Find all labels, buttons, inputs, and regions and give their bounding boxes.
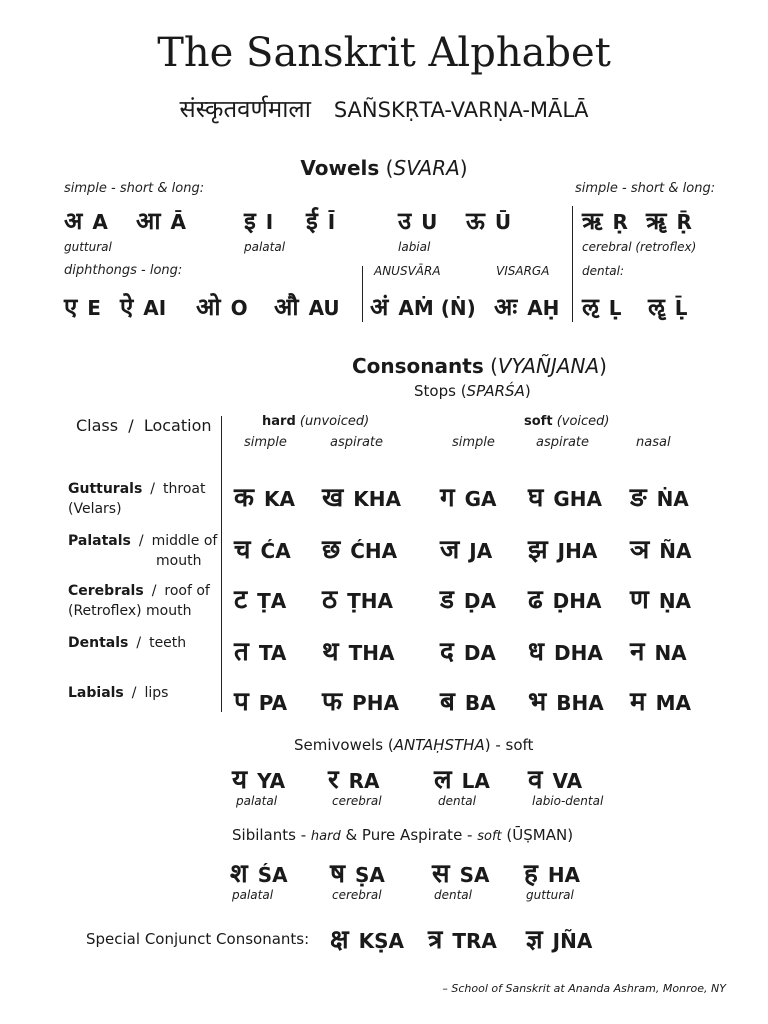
sibilant-1-devanagari: श (230, 859, 248, 889)
consonant-dha (528, 580, 601, 616)
consonant-ka-roman: KA (263, 487, 295, 511)
conjunct-3-devanagari: ज्ञ (526, 925, 543, 955)
consonant-ma (630, 682, 691, 718)
stops-heading: Stops (SPARŚA) (414, 382, 531, 400)
consonant-na-devanagari: ङ (630, 483, 647, 513)
consonant-da (440, 632, 496, 668)
sibilant-note-1: palatal (232, 888, 274, 902)
sibilant-2 (330, 854, 385, 890)
semivowel-ya-devanagari: य (232, 765, 248, 795)
location-name: throat (163, 481, 206, 497)
vowel-rr: ॠ Ṝ (646, 207, 692, 235)
sibilant-2-devanagari: ष (330, 859, 346, 889)
row-label-dentals (68, 633, 186, 653)
consonant-cha (322, 530, 397, 566)
hard-header: hard (unvoiced) (262, 414, 370, 429)
consonant-na-devanagari: न (630, 637, 645, 667)
class-location-slash: / (138, 533, 144, 549)
consonant-bha-roman: BHA (556, 691, 604, 715)
location-name: teeth (149, 635, 187, 651)
consonants-heading: Consonants (VYAÑJANA) (352, 354, 607, 378)
consonant-da-devanagari: द (440, 637, 454, 667)
location-name: middle of (151, 533, 218, 549)
consonant-tha-roman: THA (348, 641, 395, 665)
class-location-slash: / (151, 583, 157, 599)
vowels-heading-term: SVARA (393, 156, 460, 180)
class-name: Labials (68, 685, 124, 701)
semivowel-va-devanagari: व (528, 765, 543, 795)
consonant-pha-devanagari: फ (322, 687, 343, 717)
vowel-r: ऋ Ṛ (582, 207, 628, 235)
class-subname: (Velars) (68, 501, 122, 517)
semivowels-heading: Semivowels (ANTAḤSTHA) - soft (294, 736, 534, 754)
consonant-ja-roman: JA (469, 539, 493, 563)
consonants-heading-term: VYAÑJANA (497, 354, 600, 378)
row-label-labials (68, 683, 168, 703)
col-simple-hard: simple (244, 435, 287, 450)
vowel-divider-right (572, 206, 573, 322)
vowels-heading-text: Vowels (300, 156, 380, 180)
vowels-heading: Vowels (SVARA) (300, 156, 468, 180)
consonant-gha-roman: GHA (553, 487, 603, 511)
consonant-na (630, 530, 692, 566)
sibilant-3-roman: SA (459, 863, 490, 887)
consonant-jha (528, 530, 597, 566)
consonant-dha-roman: ḌHA (552, 589, 602, 613)
sibilant-1-roman: ŚA (257, 863, 288, 887)
semivowel-va (528, 760, 582, 796)
semivowel-la-roman: LA (461, 769, 490, 793)
special-conjunct-label: Special Conjunct Consonants: (86, 930, 310, 948)
consonant-kha-roman: KHA (353, 487, 401, 511)
consonant-na-roman: NA (654, 641, 687, 665)
sibilant-3-devanagari: स (432, 859, 450, 889)
vowel-ll: ॡ Ḹ (648, 293, 688, 321)
consonant-ga (440, 478, 497, 514)
consonants-heading-text: Consonants (352, 354, 484, 378)
consonant-pha (322, 682, 399, 718)
location-name: roof of (164, 583, 210, 599)
table-divider (221, 416, 222, 712)
sibilant-4-roman: HA (547, 863, 581, 887)
consonant-ca (234, 530, 291, 566)
conjunct-3-roman: JÑA (552, 929, 593, 953)
vowel-uu: ऊ Ū (466, 207, 512, 235)
diphthongs-label: diphthongs - long: (64, 263, 183, 278)
vowel-au: औ AU (274, 293, 340, 321)
semivowel-ya (232, 760, 285, 796)
conjunct-1-devanagari: क्ष (330, 925, 349, 955)
location-subname: mouth (146, 603, 192, 619)
consonant-pa-roman: PA (258, 691, 288, 715)
consonant-pa-devanagari: प (234, 687, 249, 717)
consonant-ta-roman: TA (258, 641, 287, 665)
semivowel-la (434, 760, 490, 796)
location-subname: mouth (156, 553, 202, 569)
row-label-gutturals (68, 479, 205, 519)
vowels-simple-label-right: simple - short & long: (575, 181, 716, 196)
location-name: lips (144, 685, 169, 701)
consonant-pha-roman: PHA (352, 691, 399, 715)
page-subtitle (0, 92, 768, 125)
sibilant-3 (432, 854, 489, 890)
col-simple-soft: simple (452, 435, 495, 450)
class-name: Cerebrals (68, 583, 144, 599)
consonant-ta-devanagari: ट (234, 585, 248, 615)
consonant-ma-roman: MA (655, 691, 691, 715)
vowel-o: ओ O (196, 293, 248, 321)
vowel-ii: ई Ī (306, 207, 336, 235)
col-aspirate-hard: aspirate (330, 435, 384, 450)
sibilant-4 (524, 854, 580, 890)
consonant-gha-devanagari: घ (528, 483, 544, 513)
consonant-dha-devanagari: ध (528, 637, 544, 667)
subtitle-devanagari: संस्कृतवर्णमाला (179, 95, 311, 123)
conjunct-1-roman: KṢA (358, 929, 405, 953)
soft-header: soft (voiced) (524, 414, 610, 429)
page-title: The Sanskrit Alphabet (157, 30, 611, 76)
consonant-tha-devanagari: ठ (322, 585, 338, 615)
vowel-ai: ऐ AI (120, 293, 167, 321)
sibilant-1 (230, 854, 288, 890)
class-name: Gutturals (68, 481, 143, 497)
consonant-ja-devanagari: ज (440, 535, 460, 565)
consonant-ga-roman: GA (464, 487, 497, 511)
consonant-na-devanagari: ञ (630, 535, 650, 565)
semivowel-ya-roman: YA (257, 769, 286, 793)
consonant-na-roman: ṄA (656, 487, 689, 511)
col-nasal: nasal (636, 435, 671, 450)
consonant-na (630, 478, 689, 514)
consonant-ta-devanagari: त (234, 637, 249, 667)
semivowel-ra-devanagari: र (328, 765, 339, 795)
consonant-ba-roman: BA (464, 691, 496, 715)
semivowel-note-ra: cerebral (332, 794, 382, 808)
semivowel-note-la: dental (438, 794, 476, 808)
consonant-bha (528, 682, 604, 718)
class-location-header: Class / Location (76, 416, 212, 435)
sibilant-note-2: cerebral (332, 888, 382, 902)
consonant-ga-devanagari: ग (440, 483, 455, 513)
consonant-ka-devanagari: क (234, 483, 254, 513)
consonant-tha-roman: ṬHA (347, 589, 393, 613)
consonant-ta (234, 632, 286, 668)
consonant-na-devanagari: ण (630, 585, 649, 615)
consonant-ca-roman: ĆA (260, 539, 291, 563)
row-label-cerebrals (68, 581, 210, 621)
visarga-label: VISARGA (496, 264, 550, 278)
consonant-cha-devanagari: छ (322, 535, 341, 565)
sibilant-2-roman: ṢA (355, 863, 385, 887)
label-guttural: guttural (64, 240, 112, 254)
vowel-divider-middle (362, 266, 363, 322)
consonant-dha (528, 632, 603, 668)
consonant-na-roman: ÑA (659, 539, 692, 563)
class-name: Palatals (68, 533, 131, 549)
label-palatal: palatal (244, 240, 286, 254)
consonant-ta (234, 580, 286, 616)
vowel-u: उ U (398, 207, 438, 235)
conjunct-3 (526, 920, 592, 956)
vowel-aa: आ Ā (136, 207, 187, 235)
consonant-tha-devanagari: थ (322, 637, 339, 667)
label-cerebral: cerebral (retroflex) (582, 240, 697, 254)
consonant-da-devanagari: ड (440, 585, 454, 615)
dental-label: dental: (582, 264, 625, 278)
consonant-gha (528, 478, 602, 514)
consonant-ka (234, 478, 295, 514)
semivowel-la-devanagari: ल (434, 765, 452, 795)
semivowel-ra (328, 760, 380, 796)
consonant-ja (440, 530, 492, 566)
consonant-ta-roman: ṬA (257, 589, 287, 613)
consonant-kha-devanagari: ख (322, 483, 344, 513)
semivowel-note-va: labio-dental (532, 794, 604, 808)
semivowel-va-roman: VA (552, 769, 583, 793)
consonant-jha-roman: JHA (557, 539, 598, 563)
class-location-slash: / (131, 685, 137, 701)
consonant-ca-devanagari: च (234, 535, 251, 565)
consonant-jha-devanagari: झ (528, 535, 548, 565)
consonant-bha-devanagari: भ (528, 687, 547, 717)
col-aspirate-soft: aspirate (536, 435, 590, 450)
consonant-na-roman: ṆA (658, 589, 692, 613)
consonant-ba (440, 682, 496, 718)
sibilant-note-4: guttural (526, 888, 574, 902)
subtitle-roman: SAÑSKṚTA-VARṆA-MĀLĀ (333, 98, 589, 122)
sibilants-heading: Sibilants - hard & Pure Aspirate - soft (ŪṢMAN) (232, 826, 574, 844)
vowel-l: ऌ Ḷ (582, 293, 622, 321)
consonant-na (630, 580, 691, 616)
consonant-kha (322, 478, 401, 514)
consonant-cha-roman: ĆHA (350, 539, 398, 563)
consonant-dha-devanagari: ढ (528, 585, 543, 615)
vowel-e: ए E (64, 293, 101, 321)
consonant-ba-devanagari: ब (440, 687, 455, 717)
conjunct-2-devanagari: त्र (428, 925, 443, 955)
sibilant-note-3: dental (434, 888, 472, 902)
label-labial: labial (398, 240, 431, 254)
vowel-a: अ A (64, 207, 108, 235)
consonant-tha (322, 580, 393, 616)
class-subname: (Retroflex) (68, 603, 142, 619)
consonant-ma-devanagari: म (630, 687, 646, 717)
consonant-tha (322, 632, 394, 668)
consonant-da (440, 580, 496, 616)
class-name: Dentals (68, 635, 129, 651)
conjunct-2 (428, 920, 497, 956)
consonant-na (630, 632, 687, 668)
anusvara-label: ANUSVĀRA (374, 264, 441, 278)
vowel-anusvara: अं AṀ (Ṅ) (370, 293, 476, 321)
row-label-palatals (68, 531, 217, 571)
consonant-da-roman: DA (463, 641, 496, 665)
conjunct-1 (330, 920, 404, 956)
sibilant-4-devanagari: ह (524, 859, 538, 889)
consonant-dha-roman: DHA (554, 641, 603, 665)
semivowel-ra-roman: RA (348, 769, 380, 793)
conjunct-2-roman: TRA (452, 929, 497, 953)
consonant-pa (234, 682, 287, 718)
vowel-i: इ I (244, 207, 274, 235)
vowels-simple-label-left: simple - short & long: (64, 181, 205, 196)
vowel-visarga: अः AḤ (494, 293, 560, 321)
semivowel-note-ya: palatal (236, 794, 278, 808)
consonant-da-roman: ḌA (463, 589, 497, 613)
class-location-slash: / (150, 481, 156, 497)
credit-line: – School of Sanskrit at Ananda Ashram, Monroe, NY (442, 982, 726, 995)
class-location-slash: / (136, 635, 142, 651)
